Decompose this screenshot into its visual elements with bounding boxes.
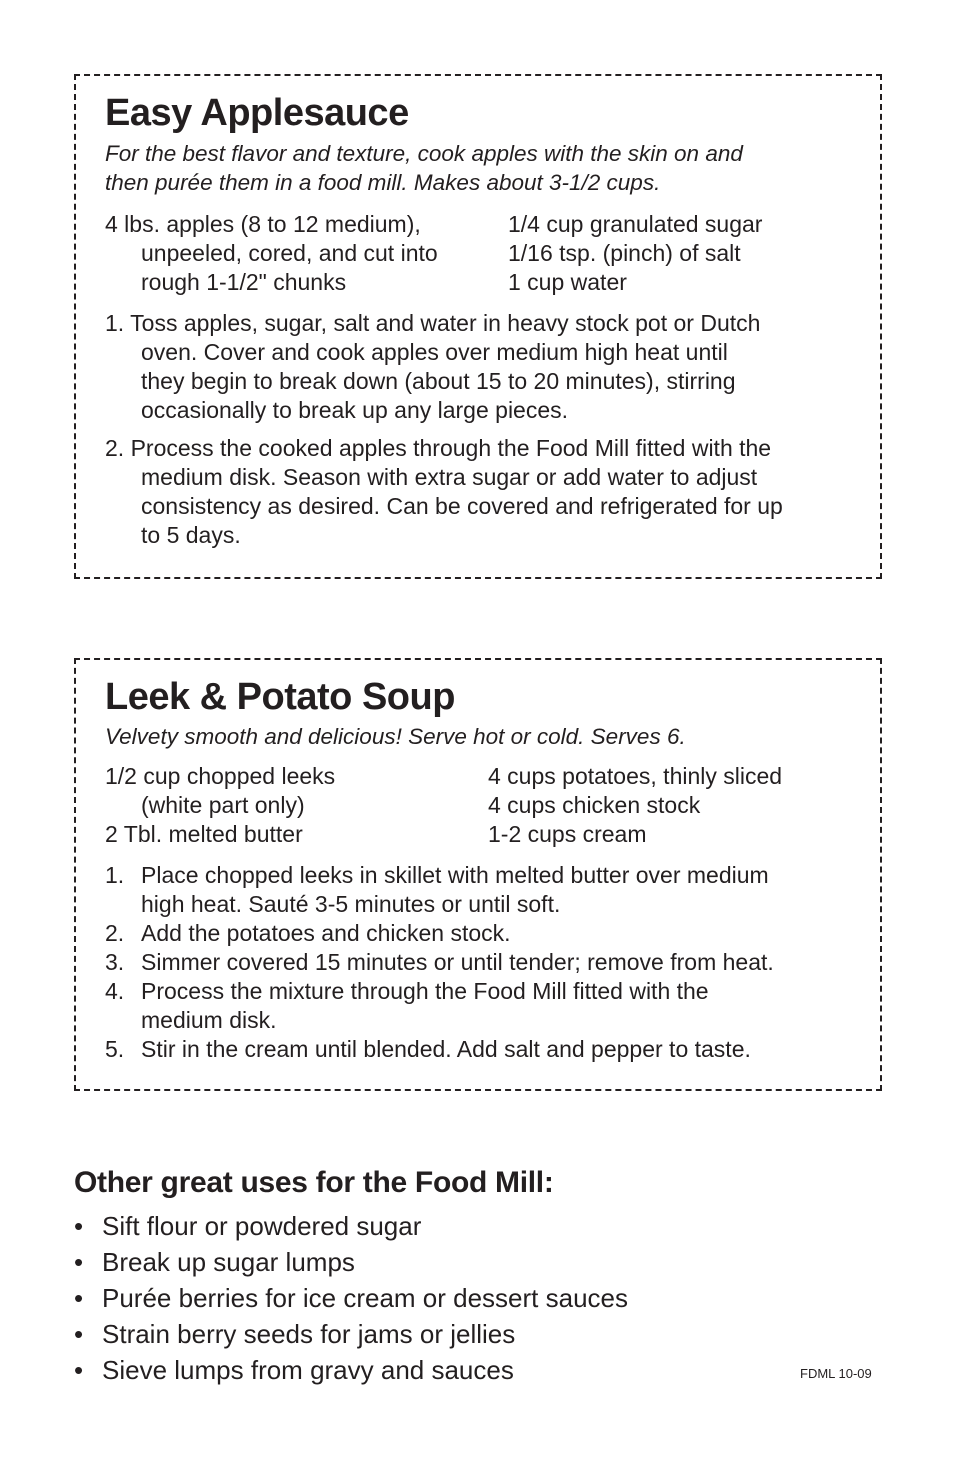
step-line: occasionally to break up any large pieces. xyxy=(141,397,569,423)
bullet-icon: • xyxy=(74,1247,84,1277)
list-item xyxy=(74,1244,628,1280)
step-text xyxy=(141,977,855,1035)
ingredient-line: unpeeled, cored, and cut into xyxy=(141,240,438,266)
list-item xyxy=(74,1280,628,1316)
step-line: they begin to break down (about 15 to 20 minutes), stirring xyxy=(141,368,736,394)
step-line: Simmer covered 15 minutes or until tender; remove from heat. xyxy=(141,949,774,975)
document-code: FDML 10-09 xyxy=(800,1366,872,1381)
list-item-text: Sift flour or powdered sugar xyxy=(102,1211,422,1241)
step-text xyxy=(141,1035,855,1064)
applesauce-recipe-card xyxy=(74,74,882,579)
step-line: Place chopped leeks in skillet with melted butter over medium xyxy=(141,862,769,888)
step-line: 2. Process the cooked apples through the Food Mill fitted with the xyxy=(105,435,772,461)
applesauce-intro-line-2: then purée them in a food mill. Makes about 3-1/2 cups. xyxy=(105,170,661,195)
ingredient-line: rough 1-1/2" chunks xyxy=(141,269,347,295)
ingredient-line: 2 Tbl. melted butter xyxy=(105,821,303,847)
ingredient-line: 1/16 tsp. (pinch) of salt xyxy=(508,240,741,266)
bullet-icon: • xyxy=(74,1211,84,1241)
applesauce-intro-line-1: For the best flavor and texture, cook apples with the skin on and xyxy=(105,141,743,166)
applesauce-ingredients xyxy=(105,210,865,300)
step-text xyxy=(141,948,855,977)
step-number: 4. xyxy=(105,978,125,1004)
ingredient-line: 4 lbs. apples (8 to 12 medium), xyxy=(105,211,421,237)
bullet-icon: • xyxy=(74,1319,84,1349)
applesauce-ingredients-right xyxy=(508,210,762,297)
soup-step-2 xyxy=(105,919,855,948)
list-item-text: Purée berries for ice cream or dessert sauces xyxy=(102,1283,628,1313)
bullet-icon: • xyxy=(74,1355,84,1385)
soup-step-5 xyxy=(105,1035,855,1064)
list-item-text: Sieve lumps from gravy and sauces xyxy=(102,1355,514,1385)
soup-intro: Velvety smooth and delicious! Serve hot or cold. Serves 6. xyxy=(105,724,686,749)
ingredient-line: 1-2 cups cream xyxy=(488,821,647,847)
ingredient-line: 1 cup water xyxy=(508,269,627,295)
list-item-text: Break up sugar lumps xyxy=(102,1247,355,1277)
step-line: Add the potatoes and chicken stock. xyxy=(141,920,511,946)
soup-ingredients xyxy=(105,762,865,852)
step-line: medium disk. Season with extra sugar or add water to adjust xyxy=(141,464,758,490)
soup-ingredients-left xyxy=(105,762,335,849)
step-line: high heat. Sauté 3-5 minutes or until soft. xyxy=(141,891,561,917)
other-uses-list xyxy=(74,1208,628,1388)
ingredient-line: 1/4 cup granulated sugar xyxy=(508,211,763,237)
step-line: consistency as desired. Can be covered and refrigerated for up xyxy=(141,493,783,519)
ingredient-line: (white part only) xyxy=(141,792,305,818)
ingredient-line: 4 cups potatoes, thinly sliced xyxy=(488,763,783,789)
soup-title: Leek & Potato Soup xyxy=(105,676,455,718)
applesauce-intro xyxy=(105,139,743,197)
list-item-text: Strain berry seeds for jams or jellies xyxy=(102,1319,516,1349)
soup-step-3 xyxy=(105,948,855,977)
step-line: medium disk. xyxy=(141,1007,277,1033)
list-item xyxy=(74,1208,628,1244)
step-number: 1. xyxy=(105,862,125,888)
other-uses-heading: Other great uses for the Food Mill: xyxy=(74,1166,554,1199)
list-item xyxy=(74,1352,628,1388)
bullet-icon: • xyxy=(74,1283,84,1313)
step-text xyxy=(141,861,855,919)
step-number: 2. xyxy=(105,920,125,946)
step-line: 1. Toss apples, sugar, salt and water in heavy stock pot or Dutch xyxy=(105,310,761,336)
step-line: oven. Cover and cook apples over medium high heat until xyxy=(141,339,728,365)
step-text xyxy=(141,919,855,948)
step-number: 5. xyxy=(105,1036,125,1062)
step-line: Stir in the cream until blended. Add salt and pepper to taste. xyxy=(141,1036,751,1062)
soup-step-1 xyxy=(105,861,855,919)
soup-step-4 xyxy=(105,977,855,1035)
applesauce-title: Easy Applesauce xyxy=(105,92,409,134)
applesauce-step-2 xyxy=(105,434,855,550)
step-line: Process the mixture through the Food Mill fitted with the xyxy=(141,978,709,1004)
soup-recipe-card xyxy=(74,658,882,1091)
applesauce-ingredients-left xyxy=(105,210,438,297)
applesauce-step-1 xyxy=(105,309,855,425)
ingredient-line: 1/2 cup chopped leeks xyxy=(105,763,336,789)
ingredient-line: 4 cups chicken stock xyxy=(488,792,701,818)
step-number: 3. xyxy=(105,949,125,975)
list-item xyxy=(74,1316,628,1352)
soup-steps xyxy=(105,861,855,1064)
soup-ingredients-right xyxy=(488,762,782,849)
step-line: to 5 days. xyxy=(141,522,241,548)
